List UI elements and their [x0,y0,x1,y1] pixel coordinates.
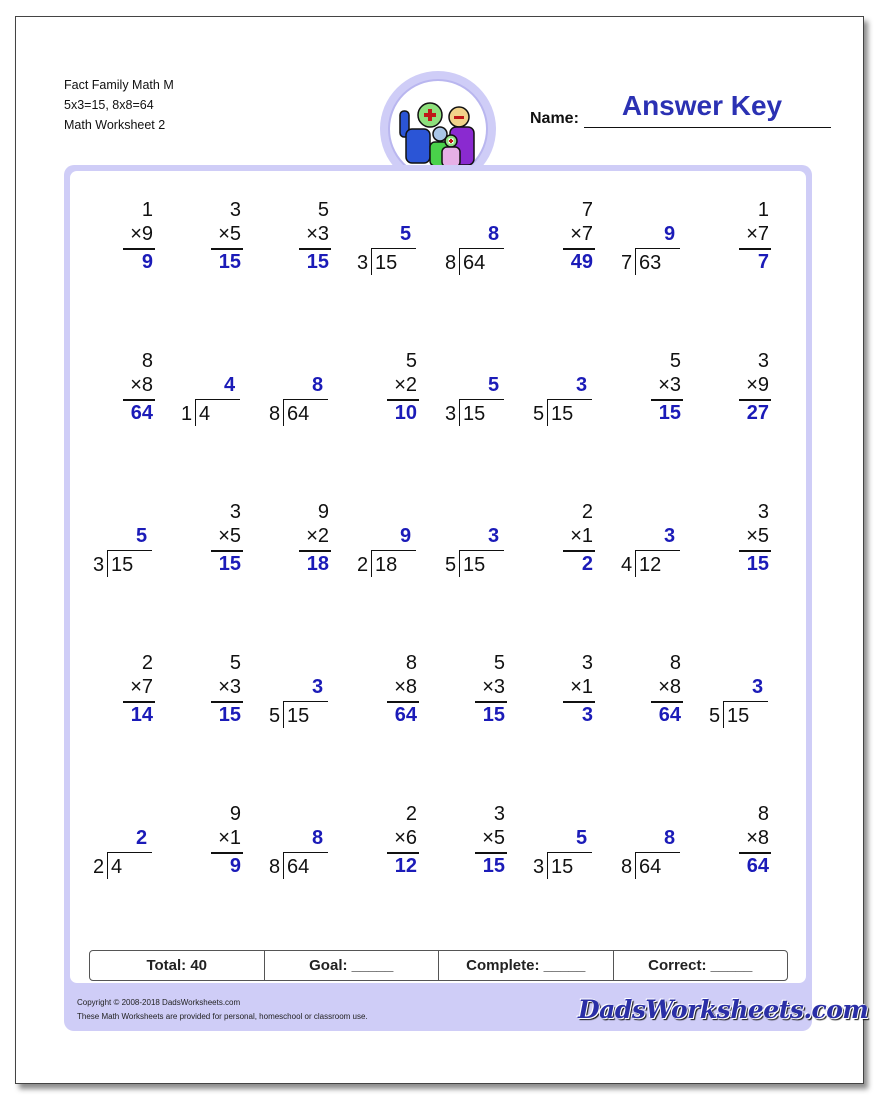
multiplication-problem [261,199,341,289]
division-bar [107,852,152,853]
answer-rule [475,852,507,854]
multiplication-problem [613,652,693,742]
multiplier: ×7 [570,223,593,245]
multiplicand: 9 [229,803,241,825]
multiplication-problem [173,803,253,893]
answer-rule [739,550,771,552]
division-bracket [283,852,284,879]
multiplication-problem [173,501,253,591]
multiplier: ×1 [218,827,241,849]
multiplicand: 1 [141,199,153,221]
multiplicand: 5 [493,652,505,674]
divisor: 5 [709,705,721,727]
score-bar [89,950,788,981]
answer-rule [387,701,419,703]
division-bar [723,701,768,702]
answer: 15 [218,553,241,575]
division-problem [261,652,341,742]
multiplier: ×8 [658,676,681,698]
multiplicand: 3 [757,350,769,372]
divisor: 5 [269,705,281,727]
goal-cell: Goal: _____ [265,951,440,980]
division-problem [701,652,781,742]
multiplication-problem [701,501,781,591]
answer-rule [211,550,243,552]
multiplication-problem [701,199,781,289]
division-bracket [547,399,548,426]
answer-rule [211,701,243,703]
multiplicand: 3 [581,652,593,674]
divisor: 8 [445,252,457,274]
dividend: 15 [287,705,310,727]
answer-rule [475,701,507,703]
multiplication-problem [349,803,429,893]
answer-rule [651,701,683,703]
multiplier: ×3 [218,676,241,698]
division-bar [635,852,680,853]
divisor: 3 [533,856,545,878]
answer: 15 [218,704,241,726]
multiplicand: 8 [757,803,769,825]
answer: 10 [394,402,417,424]
answer: 2 [581,553,593,575]
divisor: 1 [181,403,193,425]
multiplicand: 5 [317,199,329,221]
correct-cell: Correct: _____ [648,957,753,974]
answer: 3 [488,525,500,547]
answer: 3 [576,374,588,396]
multiplication-problem [613,350,693,440]
multiplier: ×9 [746,374,769,396]
multiplier: ×1 [570,525,593,547]
answer: 4 [224,374,236,396]
multiplicand: 3 [229,199,241,221]
dividend: 15 [727,705,750,727]
answer: 15 [482,855,505,877]
division-bar [107,550,152,551]
answer: 27 [746,402,769,424]
multiplicand: 8 [669,652,681,674]
answer: 9 [400,525,412,547]
division-bracket [547,852,548,879]
answer: 3 [752,676,764,698]
division-bar [283,852,328,853]
multiplicand: 2 [405,803,417,825]
multiplicand: 5 [229,652,241,674]
dividend: 15 [375,252,398,274]
name-line [584,127,831,128]
divisor: 2 [357,554,369,576]
division-bracket [635,852,636,879]
multiplicand: 2 [581,501,593,523]
dividend: 18 [375,554,398,576]
dividend: 64 [287,856,310,878]
multiplier: ×1 [570,676,593,698]
answer-rule [123,399,155,401]
multiplier: ×8 [394,676,417,698]
multiplier: ×3 [482,676,505,698]
multiplier: ×6 [394,827,417,849]
multiplication-problem [525,199,605,289]
dividend: 4 [111,856,123,878]
dividend: 64 [287,403,310,425]
division-bar [371,248,416,249]
division-problem [613,501,693,591]
division-bar [547,852,592,853]
division-bracket [195,399,196,426]
answer: 3 [312,676,324,698]
worksheet-subtitle: 5x3=15, 8x8=64 [64,98,154,112]
answer-rule [739,852,771,854]
dividend: 4 [199,403,211,425]
multiplication-problem [701,803,781,893]
answer: 2 [136,827,148,849]
division-bracket [107,550,108,577]
multiplier: ×7 [746,223,769,245]
division-bar [459,248,504,249]
multiplier: ×8 [746,827,769,849]
answer: 14 [130,704,153,726]
answer: 5 [576,827,588,849]
multiplier: ×5 [482,827,505,849]
division-bar [547,399,592,400]
worksheet-title: Fact Family Math M [64,78,174,92]
division-problem [173,350,253,440]
answer-rule [299,248,331,250]
multiplicand: 1 [757,199,769,221]
division-problem [437,350,517,440]
usage-note: These Math Worksheets are provided for personal, homeschool or classroom use. [77,1012,368,1021]
multiplicand: 9 [317,501,329,523]
multiplier: ×3 [658,374,681,396]
divisor: 4 [621,554,633,576]
answer: 8 [664,827,676,849]
multiplier: ×5 [218,223,241,245]
division-problem [261,350,341,440]
dividend: 15 [551,403,574,425]
multiplier: ×5 [746,525,769,547]
complete-cell: Complete: _____ [439,951,614,980]
answer-rule [739,248,771,250]
answer: 15 [218,251,241,273]
multiplicand: 8 [141,350,153,372]
multiplication-problem [85,350,165,440]
division-bar [635,248,680,249]
answer-rule [387,852,419,854]
multiplication-problem [525,501,605,591]
multiplicand: 5 [669,350,681,372]
multiplier: ×3 [306,223,329,245]
dividend: 15 [463,554,486,576]
multiplicand: 7 [581,199,593,221]
division-bracket [107,852,108,879]
division-problem [525,803,605,893]
answer-rule [211,248,243,250]
answer: 18 [306,553,329,575]
multiplier: ×2 [306,525,329,547]
division-problem [85,803,165,893]
multiplier: ×9 [130,223,153,245]
answer: 15 [658,402,681,424]
answer: 15 [482,704,505,726]
multiplier: ×7 [130,676,153,698]
multiplier: ×5 [218,525,241,547]
division-problem [613,199,693,289]
answer: 8 [312,374,324,396]
multiplier: ×2 [394,374,417,396]
worksheet-number: Math Worksheet 2 [64,118,166,132]
multiplication-problem [437,803,517,893]
name-label: Name: [530,110,579,127]
division-bracket [283,701,284,728]
division-bar [371,550,416,551]
divisor: 5 [533,403,545,425]
division-problem [349,199,429,289]
multiplicand: 3 [757,501,769,523]
division-bar [635,550,680,551]
total-cell: Total: 40 [90,951,265,980]
division-bar [459,550,504,551]
division-problem [437,199,517,289]
multiplication-problem [701,350,781,440]
division-problem [85,501,165,591]
divisor: 8 [621,856,633,878]
multiplication-problem [349,652,429,742]
answer-rule [123,248,155,250]
dividend: 15 [111,554,134,576]
division-bar [459,399,504,400]
answer-rule [387,399,419,401]
answer: 64 [394,704,417,726]
answer-rule [651,399,683,401]
dividend: 64 [463,252,486,274]
division-problem [613,803,693,893]
division-problem [437,501,517,591]
multiplicand: 3 [229,501,241,523]
answer-rule [563,248,595,250]
divisor: 8 [269,403,281,425]
answer-rule [739,399,771,401]
answer: 9 [229,855,241,877]
division-bracket [459,550,460,577]
dividend: 15 [463,403,486,425]
answer-rule [299,550,331,552]
divisor: 7 [621,252,633,274]
family-plus-minus-icon [390,81,486,177]
multiplicand: 3 [493,803,505,825]
answer-rule [211,852,243,854]
divisor: 3 [445,403,457,425]
division-bracket [371,550,372,577]
multiplication-problem [173,652,253,742]
answer-key-heading: Answer Key [621,90,783,121]
answer: 3 [581,704,593,726]
dividend: 64 [639,856,662,878]
multiplier: ×8 [130,374,153,396]
multiplication-problem [349,350,429,440]
multiplication-problem [261,501,341,591]
division-bar [283,399,328,400]
multiplicand: 5 [405,350,417,372]
multiplication-problem [85,652,165,742]
multiplication-problem [173,199,253,289]
division-bracket [371,248,372,275]
division-problem [349,501,429,591]
multiplicand: 2 [141,652,153,674]
multiplicand: 8 [405,652,417,674]
answer: 8 [488,223,500,245]
dividend: 63 [639,252,662,274]
answer-rule [563,550,595,552]
answer: 12 [394,855,417,877]
answer: 9 [141,251,153,273]
division-problem [525,350,605,440]
multiplication-problem [525,652,605,742]
division-problem [261,803,341,893]
answer: 15 [306,251,329,273]
divisor: 3 [357,252,369,274]
divisor: 3 [93,554,105,576]
answer-rule [563,701,595,703]
answer: 64 [658,704,681,726]
answer: 15 [746,553,769,575]
division-bracket [459,248,460,275]
answer: 9 [664,223,676,245]
multiplication-problem [85,199,165,289]
division-bar [195,399,240,400]
division-bracket [635,550,636,577]
answer: 64 [130,402,153,424]
copyright-text: Copyright © 2008-2018 DadsWorksheets.com [77,998,241,1007]
answer: 8 [312,827,324,849]
division-bar [283,701,328,702]
divisor: 5 [445,554,457,576]
answer-rule [123,701,155,703]
divisor: 8 [269,856,281,878]
division-bracket [723,701,724,728]
dividend: 12 [639,554,662,576]
answer: 5 [488,374,500,396]
division-bracket [635,248,636,275]
divisor: 2 [93,856,105,878]
answer: 3 [664,525,676,547]
dividend: 15 [551,856,574,878]
answer: 5 [136,525,148,547]
multiplication-problem [437,652,517,742]
answer: 7 [757,251,769,273]
brand-logo: DadsWorksheets.com [578,995,869,1024]
answer: 49 [570,251,593,273]
division-bracket [283,399,284,426]
answer: 5 [400,223,412,245]
answer: 64 [746,855,769,877]
division-bracket [459,399,460,426]
